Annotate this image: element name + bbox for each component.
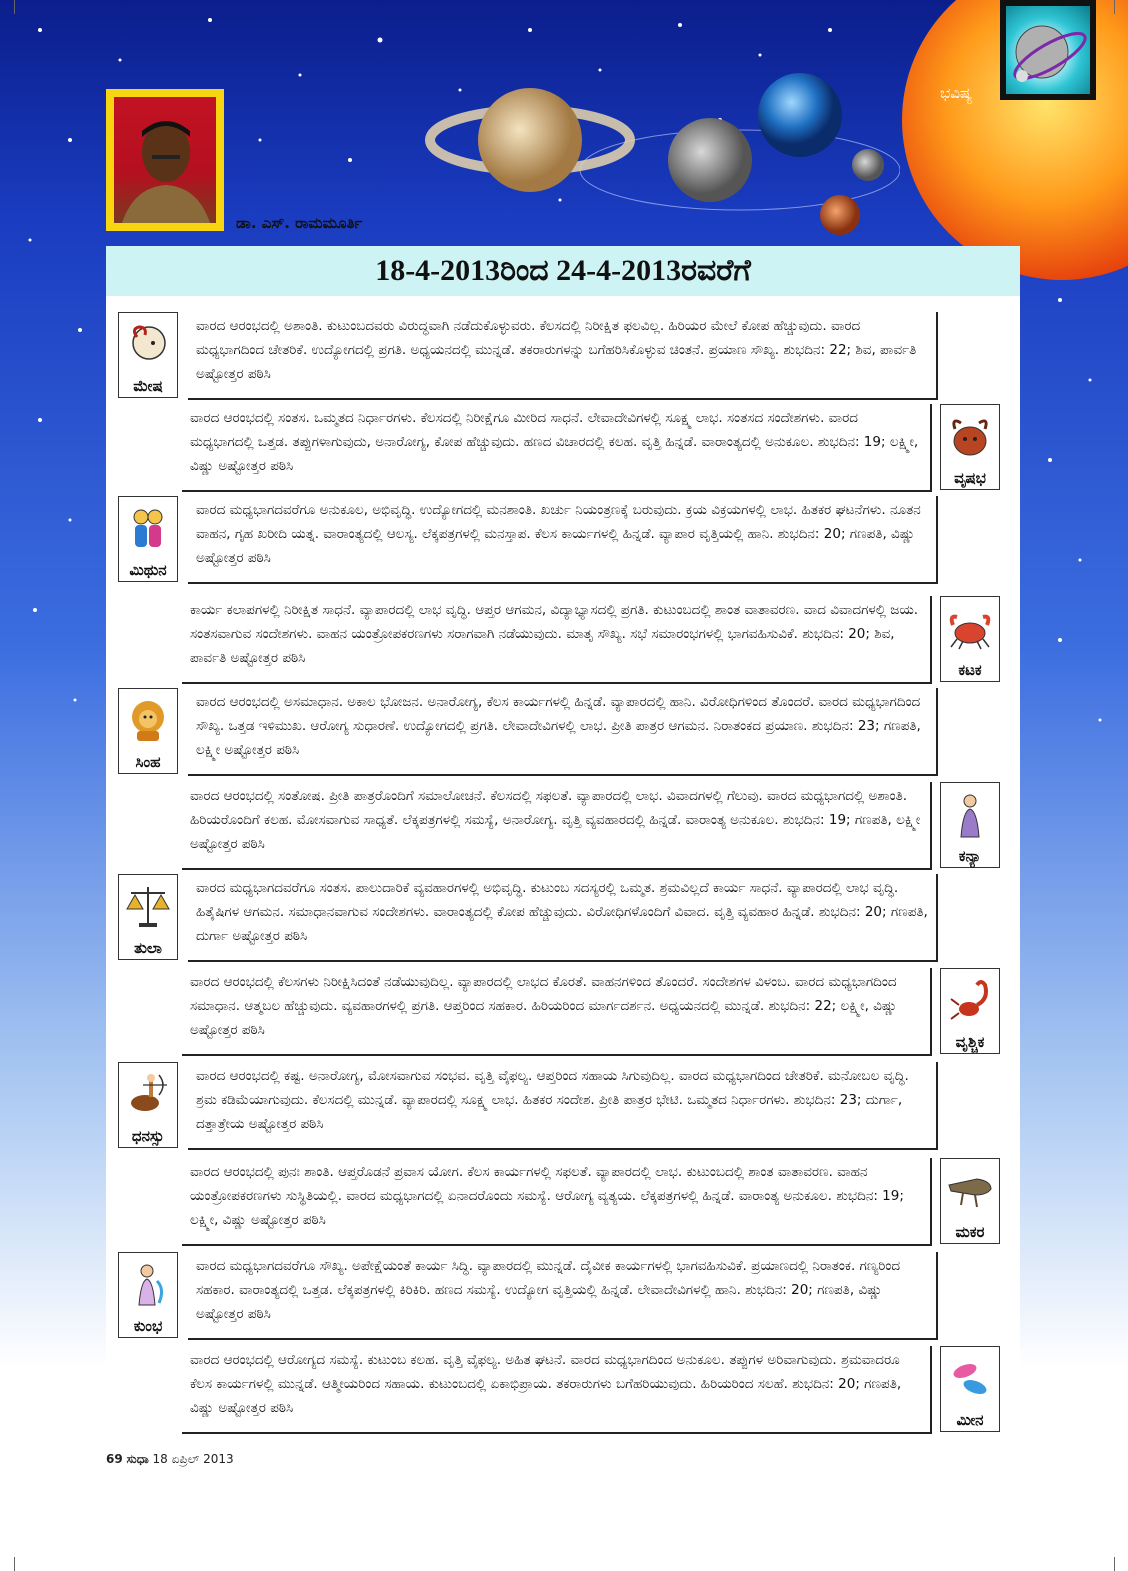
sign-name: ಮೇಷ xyxy=(133,377,163,395)
planets-illustration xyxy=(420,70,900,240)
title-band xyxy=(106,246,1020,296)
page-number: 69 xyxy=(106,1452,123,1466)
sign-name: ಕನ್ಯಾ xyxy=(958,847,982,865)
fish-icon xyxy=(947,1353,993,1403)
sign-tile xyxy=(940,1158,1000,1244)
sign-name: ಮೀನ xyxy=(956,1411,984,1429)
horoscope-text: ವಾರದ ಆರಂಭದಲ್ಲಿ ಸಂತೋಷ. ಪ್ರೀತಿ ಪಾತ್ರರೊಂದಿಗೆ ಸಮಾಲೋಚನೆ. ಕೆಲಸದಲ್ಲಿ ಸಫಲತೆ. ವ್ಯಾಪಾರದಲ್ಲಿ ಲಾಭ. ವಿವಾದಗಳಲ್ಲಿ ಗೆಲುವು. ವಾರದ ಮಧ್ಯಭಾಗದಲ್ಲಿ ಅಶಾಂತಿ. ಹಿರಿಯರೊಂದಿಗೆ ಕಲಹ. ಮೋಸವಾಗುವ ಸಾಧ್ಯತೆ. ಲೆಕ್ಕಪತ್ರಗಳಲ್ಲಿ ಸಮಸ್ಯೆ, ಅನಾರೋಗ್ಯ. ವೃತ್ತಿ ವ್ಯವಹಾರದಲ್ಲಿ ಹಿನ್ನಡೆ. ವಾರಾಂತ್ಯ ಅನುಕೂಲ. ಶುಭದಿನ: 19; ಗಣಪತಿ, ಲಕ್ಷ್ಮೀ ಅಷ್ಟೋತ್ತರ ಪಠಿಸಿ xyxy=(182,782,932,870)
horoscope-text: ವಾರದ ಮಧ್ಯಭಾಗದವರೆಗೂ ಸೌಖ್ಯ. ಅಪೇಕ್ಷೆಯಂತೆ ಕಾರ್ಯ ಸಿದ್ಧಿ. ವ್ಯಾಪಾರದಲ್ಲಿ ಮುನ್ನಡೆ. ದೈವೀಕ ಕಾರ್ಯಗಳಲ್ಲಿ ಭಾಗವಹಿಸುವಿಕೆ. ಪ್ರಯಾಣದಲ್ಲಿ ನಿರಾತಂಕ. ಗಣ್ಯರಿಂದ ಸಹಕಾರ. ವಾರಾಂತ್ಯದಲ್ಲಿ ಒತ್ತಡ. ಲೆಕ್ಕಪತ್ರಗಳಲ್ಲಿ ಕಿರಿಕಿರಿ. ಹಣದ ಸಮಸ್ಯೆ. ಉದ್ಯೋಗ ವೃತ್ತಿಯಲ್ಲಿ ಹಿನ್ನಡೆ. ಲೇವಾದೇವಿಗಳಲ್ಲಿ ಹಾನಿ. ಶುಭದಿನ: 20; ಗಣಪತಿ, ವಿಷ್ಣು ಅಷ್ಟೋತ್ತರ ಪಠಿಸಿ xyxy=(188,1252,938,1340)
sign-tile xyxy=(118,496,178,582)
horoscope-entry-vrishabha xyxy=(106,404,1020,496)
sign-tile xyxy=(940,1346,1000,1432)
horoscope-text: ವಾರದ ಮಧ್ಯಭಾಗದವರೆಗೂ ಸಂತಸ. ಪಾಲುದಾರಿಕೆ ವ್ಯವಹಾರಗಳಲ್ಲಿ ಅಭಿವೃದ್ಧಿ. ಕುಟುಂಬ ಸದಸ್ಯರಲ್ಲಿ ಒಮ್ಮತ. ಶ್ರಮವಿಲ್ಲದೆ ಕಾರ್ಯ ಸಾಧನೆ. ವ್ಯಾಪಾರದಲ್ಲಿ ಲಾಭ ವೃದ್ಧಿ. ಹಿತೈಷಿಗಳ ಆಗಮನ. ಸಮಾಧಾನವಾಗುವ ಸಂದೇಶಗಳು. ವಾರಾಂತ್ಯದಲ್ಲಿ ಕೋಪ ಹೆಚ್ಚುವುದು. ವಿರೋಧಿಗಳೊಂದಿಗೆ ವಿವಾದ. ವೃತ್ತಿ ವ್ಯವಹಾರ ಹಿನ್ನಡೆ. ಶುಭದಿನ: 20; ಗಣಪತಿ, ದುರ್ಗಾ ಅಷ್ಟೋತ್ತರ ಪಠಿಸಿ xyxy=(188,874,938,962)
sign-tile xyxy=(118,874,178,960)
horoscope-text: ವಾರದ ಮಧ್ಯಭಾಗದವರೆಗೂ ಅನುಕೂಲ, ಅಭಿವೃದ್ಧಿ. ಉದ್ಯೋಗದಲ್ಲಿ ಮನಶಾಂತಿ. ಖರ್ಚು ನಿಯಂತ್ರಣಕ್ಕೆ ಬರುವುದು. ಕ್ರಯ ವಿಕ್ರಯಗಳಲ್ಲಿ ಲಾಭ. ಹಿತಕರ ಘಟನೆಗಳು. ನೂತನ ವಾಹನ, ಗೃಹ ಖರೀದಿ ಯತ್ನ. ವಾರಾಂತ್ಯದಲ್ಲಿ ಆಲಸ್ಯ. ಲೆಕ್ಕಪತ್ರಗಳಲ್ಲಿ ಮನಸ್ತಾಪ. ಕೆಲಸ ಕಾರ್ಯಗಳಲ್ಲಿ ಹಿನ್ನಡೆ. ವ್ಯಾಪಾರ ವೃತ್ತಿಯಲ್ಲಿ ಹಾನಿ. ಶುಭದಿನ: 20; ಗಣಪತಿ, ವಿಷ್ಣು ಅಷ್ಟೋತ್ತರ ಪಠಿಸಿ xyxy=(188,496,938,584)
crab-icon xyxy=(947,603,993,653)
scales-icon xyxy=(125,881,171,931)
horoscope-entry-kumbha xyxy=(106,1252,1020,1344)
bull-icon xyxy=(947,411,993,461)
sign-name: ಮಿಥುನ xyxy=(129,561,167,579)
sign-tile xyxy=(118,1062,178,1148)
author-name: ಡಾ. ಎಸ್. ರಾಮಮೂರ್ತಿ xyxy=(236,214,363,232)
horoscope-text: ವಾರದ ಆರಂಭದಲ್ಲಿ ಅಶಾಂತಿ. ಕುಟುಂಬದವರು ವಿರುದ್ಧವಾಗಿ ನಡೆದುಕೊಳ್ಳುವರು. ಕೆಲಸದಲ್ಲಿ ನಿರೀಕ್ಷಿತ ಫಲವಿಲ್ಲ. ಹಿರಿಯರ ಮೇಲೆ ಕೋಪ ಹೆಚ್ಚುವುದು. ವಾರದ ಮಧ್ಯಭಾಗದಿಂದ ಚೇತರಿಕೆ. ಉದ್ಯೋಗದಲ್ಲಿ ಪ್ರಗತಿ. ಅಧ್ಯಯನದಲ್ಲಿ ಮುನ್ನಡೆ. ತಕರಾರುಗಳನ್ನು ಬಗೆಹರಿಸಿಕೊಳ್ಳುವ ಚಿಂತನೆ. ಪ್ರಯಾಣ ಸೌಖ್ಯ. ಶುಭದಿನ: 22; ಶಿವ, ಪಾರ್ವತಿ ಅಷ್ಟೋತ್ತರ ಪಠಿಸಿ xyxy=(188,312,938,400)
maiden-icon xyxy=(947,789,993,839)
horoscope-entry-tula xyxy=(106,874,1020,966)
crop-mark xyxy=(1114,0,1128,14)
horoscope-text: ವಾರದ ಆರಂಭದಲ್ಲಿ ಸಂತಸ. ಒಮ್ಮತದ ನಿರ್ಧಾರಗಳು. ಕೆಲಸದಲ್ಲಿ ನಿರೀಕ್ಷೆಗೂ ಮೀರಿದ ಸಾಧನೆ. ಲೇವಾದೇವಿಗಳಲ್ಲಿ ಸೂಕ್ಷ್ಮ ಲಾಭ. ಸಂತಸದ ಸಂದೇಶಗಳು. ವಾರದ ಮಧ್ಯಭಾಗದಲ್ಲಿ ಒತ್ತಡ. ತಪ್ಪುಗಳಾಗುವುದು, ಅನಾರೋಗ್ಯ, ಕೋಪ ಹೆಚ್ಚುವುದು. ಹಣದ ವಿಚಾರದಲ್ಲಿ ಕಲಹ. ವೃತ್ತಿ ಹಿನ್ನಡೆ. ವಾರಾಂತ್ಯದಲ್ಲಿ ಅನುಕೂಲ. ಶುಭದಿನ: 19; ಲಕ್ಷ್ಮೀ, ವಿಷ್ಣು ಅಷ್ಟೋತ್ತರ ಪಠಿಸಿ xyxy=(182,404,932,492)
horoscope-entry-vrischika xyxy=(106,968,1020,1060)
horoscope-list xyxy=(106,296,1020,1440)
crop-mark xyxy=(0,0,15,14)
sign-name: ಕುಂಭ xyxy=(133,1317,163,1335)
crocodile-icon xyxy=(947,1165,993,1215)
horoscope-text: ವಾರದ ಆರಂಭದಲ್ಲಿ ಕಷ್ಟ. ಅನಾರೋಗ್ಯ, ಮೋಸವಾಗುವ ಸಂಭವ. ವೃತ್ತಿ ವೈಫಲ್ಯ. ಆಪ್ತರಿಂದ ಸಹಾಯ ಸಿಗುವುದಿಲ್ಲ. ವಾರದ ಮಧ್ಯಭಾಗದಿಂದ ಚೇತರಿಕೆ. ಮನೋಬಲ ವೃದ್ಧಿ. ಶ್ರಮ ಕಡಿಮೆಯಾಗುವುದು. ಕೆಲಸದಲ್ಲಿ ಮುನ್ನಡೆ. ವ್ಯಾಪಾರದಲ್ಲಿ ಸೂಕ್ಷ್ಮ ಲಾಭ. ಹಿತಕರ ಸಂದೇಶ. ಪ್ರೀತಿ ಪಾತ್ರರ ಭೇಟಿ. ಒಮ್ಮತದ ನಿರ್ಧಾರಗಳು. ಶುಭದಿನ: 23; ದುರ್ಗಾ, ದತ್ತಾತ್ರೇಯ ಅಷ್ಟೋತ್ತರ ಪಠಿಸಿ xyxy=(188,1062,938,1150)
water-bearer-icon xyxy=(125,1259,171,1309)
author-photo xyxy=(114,97,216,223)
lion-icon xyxy=(125,695,171,745)
author-photo-frame xyxy=(106,89,224,231)
magazine-name: ಸುಧಾ xyxy=(126,1452,149,1466)
horoscope-entry-mesha xyxy=(106,312,1020,404)
horoscope-entry-mithuna xyxy=(106,496,1020,588)
sign-tile xyxy=(940,782,1000,868)
sign-tile xyxy=(118,688,178,774)
sign-tile xyxy=(118,312,178,398)
horoscope-entry-simha xyxy=(106,688,1020,780)
issue-date: 18 ಏಪ್ರಿಲ್ 2013 xyxy=(152,1452,234,1466)
horoscope-entry-makara xyxy=(106,1158,1020,1250)
sign-tile xyxy=(940,596,1000,682)
page-footer xyxy=(106,1452,234,1467)
sign-tile xyxy=(118,1252,178,1338)
horoscope-text: ವಾರದ ಆರಂಭದಲ್ಲಿ ಆರೋಗ್ಯದ ಸಮಸ್ಯೆ. ಕುಟುಂಬ ಕಲಹ. ವೃತ್ತಿ ವೈಫಲ್ಯ. ಅಹಿತ ಘಟನೆ. ವಾರದ ಮಧ್ಯಭಾಗದಿಂದ ಅನುಕೂಲ. ತಪ್ಪುಗಳ ಅರಿವಾಗುವುದು. ಶ್ರಮವಾದರೂ ಕೆಲಸ ಕಾರ್ಯಗಳಲ್ಲಿ ಮುನ್ನಡೆ. ಆತ್ಮೀಯರಿಂದ ಸಹಾಯ. ಕುಟುಂಬದಲ್ಲಿ ಏಕಾಭಿಪ್ರಾಯ. ತಕರಾರುಗಳು ಬಗೆಹರಿಯುವುದು. ಹಿರಿಯರಿಂದ ಸಲಹೆ. ಶುಭದಿನ: 20; ಗಣಪತಿ, ವಿಷ್ಣು ಅಷ್ಟೋತ್ತರ ಪಠಿಸಿ xyxy=(182,1346,932,1434)
sign-tile xyxy=(940,404,1000,490)
sign-name: ಮಕರ xyxy=(955,1223,985,1241)
horoscope-text: ಕಾರ್ಯ ಕಲಾಪಗಳಲ್ಲಿ ನಿರೀಕ್ಷಿತ ಸಾಧನೆ. ವ್ಯಾಪಾರದಲ್ಲಿ ಲಾಭ ವೃದ್ಧಿ. ಆಪ್ತರ ಆಗಮನ, ವಿದ್ಯಾಭ್ಯಾಸದಲ್ಲಿ ಪ್ರಗತಿ. ಕುಟುಂಬದಲ್ಲಿ ಶಾಂತ ವಾತಾವರಣ. ವಾದ ವಿವಾದಗಳಲ್ಲಿ ಜಯ. ಸಂತಸವಾಗುವ ಸಂದೇಶಗಳು. ವಾಹನ ಯಂತ್ರೋಪಕರಣಗಳು ಸರಾಗವಾಗಿ ನಡೆಯುವುದು. ಮಾತೃ ಸೌಖ್ಯ. ಸಭೆ ಸಮಾರಂಭಗಳಲ್ಲಿ ಭಾಗವಹಿಸುವಿಕೆ. ಶುಭದಿನ: 20; ಶಿವ, ಪಾರ್ವತಿ ಅಷ್ಟೋತ್ತರ ಪಠಿಸಿ xyxy=(182,596,932,684)
sign-name: ತುಲಾ xyxy=(134,939,162,957)
section-label: ಭವಿಷ್ಯ xyxy=(940,84,973,102)
horoscope-entry-dhanassu xyxy=(106,1062,1020,1154)
sign-name: ಸಿಂಹ xyxy=(135,753,161,771)
archer-icon xyxy=(125,1069,171,1119)
horoscope-text: ವಾರದ ಆರಂಭದಲ್ಲಿ ಪುನಃ ಶಾಂತಿ. ಆಪ್ತರೊಡನೆ ಪ್ರವಾಸ ಯೋಗ. ಕೆಲಸ ಕಾರ್ಯಗಳಲ್ಲಿ ಸಫಲತೆ. ವ್ಯಾಪಾರದಲ್ಲಿ ಲಾಭ. ಕುಟುಂಬದಲ್ಲಿ ಶಾಂತ ವಾತಾವರಣ. ವಾಹನ ಯಂತ್ರೋಪಕರಣಗಳು ಸುಸ್ಥಿತಿಯಲ್ಲಿ. ವಾರದ ಮಧ್ಯಭಾಗದಲ್ಲಿ ಏನಾದರೊಂದು ಸಮಸ್ಯೆ. ಆರೋಗ್ಯ ವ್ಯತ್ಯಯ. ಲೆಕ್ಕಪತ್ರಗಳಲ್ಲಿ ಹಿನ್ನಡೆ. ವಾರಾಂತ್ಯ ಅನುಕೂಲ. ಶುಭದಿನ: 19; ಲಕ್ಷ್ಮೀ, ವಿಷ್ಣು ಅಷ್ಟೋತ್ತರ ಪಠಿಸಿ xyxy=(182,1158,932,1246)
sign-tile xyxy=(940,968,1000,1054)
ram-icon xyxy=(125,319,171,369)
sign-name: ವೃಷಭ xyxy=(954,469,986,487)
scorpion-icon xyxy=(947,975,993,1025)
horoscope-entry-kanya xyxy=(106,782,1020,874)
sign-name: ವೃಶ್ಚಿಕ xyxy=(955,1033,985,1051)
twins-icon xyxy=(125,503,171,553)
horoscope-entry-meena xyxy=(106,1346,1020,1438)
horoscope-text: ವಾರದ ಆರಂಭದಲ್ಲಿ ಕೆಲಸಗಳು ನಿರೀಕ್ಷಿಸಿದಂತೆ ನಡೆಯುವುದಿಲ್ಲ. ವ್ಯಾಪಾರದಲ್ಲಿ ಲಾಭದ ಕೊರತೆ. ವಾಹನಗಳಿಂದ ತೊಂದರೆ. ಸಂದೇಶಗಳ ವಿಳಂಬ. ವಾರದ ಮಧ್ಯಭಾಗದಿಂದ ಸಮಾಧಾನ. ಆತ್ಮಬಲ ಹೆಚ್ಚುವುದು. ವ್ಯವಹಾರಗಳಲ್ಲಿ ಪ್ರಗತಿ. ಆಪ್ತರಿಂದ ಸಹಕಾರ. ಹಿರಿಯರಿಂದ ಮಾರ್ಗದರ್ಶನ. ಅಧ್ಯಯನದಲ್ಲಿ ಮುನ್ನಡೆ. ಶುಭದಿನ: 22; ಲಕ್ಷ್ಮೀ, ವಿಷ್ಣು ಅಷ್ಟೋತ್ತರ ಪಠಿಸಿ xyxy=(182,968,932,1056)
sign-name: ಕಟಕ xyxy=(958,661,982,679)
crop-mark xyxy=(1114,1557,1128,1571)
page-title: 18-4-2013ರಿಂದ 24-4-2013ರವರೆಗೆ xyxy=(375,254,751,287)
horoscope-entry-kataka xyxy=(106,596,1020,688)
horoscope-text: ವಾರದ ಆರಂಭದಲ್ಲಿ ಅಸಮಾಧಾನ. ಅಕಾಲ ಭೋಜನ. ಅನಾರೋಗ್ಯ, ಕೆಲಸ ಕಾರ್ಯಗಳಲ್ಲಿ ಹಿನ್ನಡೆ. ವ್ಯಾಪಾರದಲ್ಲಿ ಹಾನಿ. ವಿರೋಧಿಗಳಿಂದ ತೊಂದರೆ. ವಾರದ ಮಧ್ಯಭಾಗದಿಂದ ಸೌಖ್ಯ. ಒತ್ತಡ ಇಳಿಮುಖ. ಆರೋಗ್ಯ ಸುಧಾರಣೆ. ಉದ್ಯೋಗದಲ್ಲಿ ಪ್ರಗತಿ. ಲೇವಾದೇವಿಗಳಲ್ಲಿ ಲಾಭ. ಪ್ರೀತಿ ಪಾತ್ರರ ಆಗಮನ. ನಿರಾತಂಕದ ಪ್ರಯಾಣ. ಶುಭದಿನ: 23; ಗಣಪತಿ, ಲಕ್ಷ್ಮೀ ಅಷ್ಟೋತ್ತರ ಪಠಿಸಿ xyxy=(188,688,938,776)
astronomy-logo-icon xyxy=(1006,6,1090,94)
sign-name: ಧನಸ್ಸು xyxy=(131,1127,165,1145)
crop-mark xyxy=(0,1557,15,1571)
